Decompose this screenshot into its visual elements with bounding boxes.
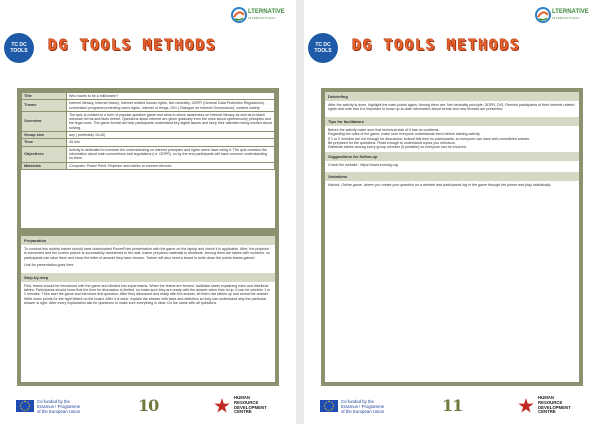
page-number: 11 (442, 396, 463, 415)
hr-line4: CENTRE (538, 409, 556, 415)
row-label: Overview (22, 111, 67, 131)
info-table-inner (21, 92, 275, 228)
hrdc-logo (214, 396, 282, 418)
right-page (304, 0, 600, 424)
steps-heading: Step-by-step (21, 273, 275, 282)
tip-line: Before the activity make sure that technical side of it has no problems. (328, 127, 440, 132)
row-value: The quiz is created in a form of popular question game and aims to check awareness on internet literacy as well as to teach unknown terms and facts before. Questions about internet are given gradually from the ones about cybersecurity principles and the legal ones. The game format will help participants understand key digital issues and keep their attention being excited about solving. (67, 111, 275, 131)
row-value: Internet literacy, Internet history, Internet related human rights, Net neutrality, GDPR (General Data Protection Regulations), convention/ programs protecting users rights, internet of things, DIG ( Dialogue on Internet Governance), content variety. (67, 100, 275, 112)
followup-link[interactable]: Check the website : https://www.eurodig.org (328, 162, 398, 167)
row-value: 45 min (67, 139, 275, 146)
alternative-sub: INTERNATIONAL (248, 16, 276, 20)
tcdc-logo-line1: TC DC (315, 42, 331, 48)
table-row (22, 93, 275, 100)
alternative-international-logo (230, 6, 288, 26)
row-label: Group size (22, 132, 67, 139)
eu-cofund-text (37, 400, 80, 414)
row-label: Title (22, 93, 67, 100)
eu-line3: of the European Union (341, 408, 385, 414)
hr-line1: HUMAN (234, 395, 250, 400)
table-row (22, 100, 275, 112)
tcdc-tools-logo (4, 33, 34, 63)
alternative-sub: INTERNATIONAL (552, 16, 580, 20)
table-row (22, 111, 275, 131)
steps-panel (17, 232, 279, 386)
table-row (22, 162, 275, 169)
hr-line3: DEVELOPMENT (234, 404, 267, 410)
alternative-swirl-icon (534, 6, 552, 24)
debrief-panel (321, 88, 583, 386)
row-value: Activity is dedicated to increase the understanding on internet principles and rights users have using it. The quiz contains the information about main conventions and regulations (i.e. GDPR), so by the end participants will have common understanding on them. (67, 146, 275, 162)
preparation-text-block (21, 245, 275, 273)
debriefing-text: After the activity is done, highlight the main points again. Among them are: Net neutrality principle, GDPR, DIG. Remind participants of their Internet-related rights and note that it is important to know up-to-date information about trends and new threads are presented. (328, 103, 575, 112)
table-row (22, 146, 275, 162)
preparation-heading: Preparation (21, 236, 275, 245)
debriefing-heading: Debriefing (325, 92, 579, 101)
eu-line3: of the European Union (37, 408, 81, 414)
followup-heading: Suggestions for follow-up (325, 152, 579, 161)
hr-line3: DEVELOPMENT (538, 404, 571, 410)
tip-line: Regarding the rules of the game, make sure everyone understands them before starting activity. (328, 132, 481, 137)
banner-title: DG TOOLS METHODS (352, 36, 521, 54)
tcdc-logo-line1: TC DC (11, 42, 27, 48)
eu-flag-icon (320, 400, 338, 412)
eu-flag-icon (16, 400, 34, 412)
tip-line: Distribute tables among every group member (if possible) so everyone can be involved. (328, 145, 467, 150)
steps-text: First, teams should be introduced with the game and divided into equal teams. When the teams are formed, facilitator starts explaining rules and distribute tables. Participants should know that the time for discussion is limited, so make sure they are ready with the answer when time is up. It can be whether 1 or 2 minutes. Then start the game and introduce first question. After they discussed and ready with the answer, let them rise tables up and reveal the answer. Write down points for the right letters on the board. After it is done, explain the answer with facts and definition so they can understand why the particular answer is right. After every explanation ask for questions to make sure everything is clear. Do the same with all questions. (24, 283, 271, 306)
tcdc-tools-logo (308, 33, 338, 63)
tip-line: If 1 or 2 minutes are not enough for discussion, extend this time for participants, so everyone can have well-considered answer. (328, 136, 531, 141)
debriefing-text-block (325, 101, 579, 117)
variations-text-block (325, 181, 579, 192)
debrief-inner (325, 92, 579, 382)
hr-line2: RESOURCE (538, 399, 563, 405)
row-label: Time (22, 139, 67, 146)
tcdc-logo-line2: TOOLS (10, 48, 28, 54)
info-table (21, 92, 275, 170)
tips-heading: Tips for facilitators (325, 117, 579, 126)
variations-heading: Variations (325, 172, 579, 181)
followup-text-block (325, 161, 579, 172)
eu-line2: Erasmus+ Programme (37, 403, 81, 409)
row-value: Who wants to be a millionaire? (67, 93, 275, 100)
eu-cofund-text (341, 400, 384, 414)
hr-line4: CENTRE (234, 409, 252, 415)
preparation-text: To conduct this activity trainer should have downloaded PowerPoint presentation with the game on the laptop and check it is applicable. After, the projector is connected and the screen picture is successfully transferred to the wall, trainer prepares materials to distribute. Among them are tables with numbers, so participants can raise them and show the letter of answer they have chosen. Trainer will also need a board to write down the points teams gained. (24, 247, 270, 260)
row-label: Objectives (22, 146, 67, 162)
hrdc-logo (518, 396, 586, 418)
table-row (22, 132, 275, 139)
eu-line1: Co-funded by the (37, 399, 70, 404)
info-table-panel (17, 88, 279, 232)
hrdc-star-icon (518, 398, 534, 414)
eu-line1: Co-funded by the (341, 399, 374, 404)
steps-inner (21, 236, 275, 382)
row-label: Theme (22, 100, 67, 112)
alternative-international-logo (534, 6, 592, 26)
left-footer (0, 394, 296, 420)
table-row (22, 139, 275, 146)
hr-line1: HUMAN (538, 395, 554, 400)
page-number: 10 (138, 396, 159, 415)
row-value: any ( preferably 15-40) (67, 132, 275, 139)
hrdc-star-icon (214, 398, 230, 414)
alternative-name: LTERNATIVE (552, 9, 589, 15)
hrdc-text (234, 396, 267, 415)
steps-text-block (21, 282, 275, 311)
hr-line2: RESOURCE (234, 399, 259, 405)
alternative-name: LTERNATIVE (248, 9, 285, 15)
row-label: Materials (22, 162, 67, 169)
row-value: Computer, Power Point, Projector and cables to connect devices (67, 162, 275, 169)
left-page (0, 0, 296, 424)
alternative-swirl-icon (230, 6, 248, 24)
right-footer (304, 394, 600, 420)
presentation-link[interactable]: Link for presentation goes here (24, 263, 74, 268)
tcdc-logo-line2: TOOLS (314, 48, 332, 54)
banner-title: DG TOOLS METHODS (48, 36, 217, 54)
eu-line2: Erasmus+ Programme (341, 403, 385, 409)
tips-text-block (325, 126, 579, 152)
tip-line: Be prepared for the questions. Read enough to understand topics you introduce. (328, 141, 456, 146)
hrdc-text (538, 396, 571, 415)
variations-text: Kahoot. Online game, where you create your question on a website and participants log in the game through the phone and play individually. (328, 183, 552, 188)
